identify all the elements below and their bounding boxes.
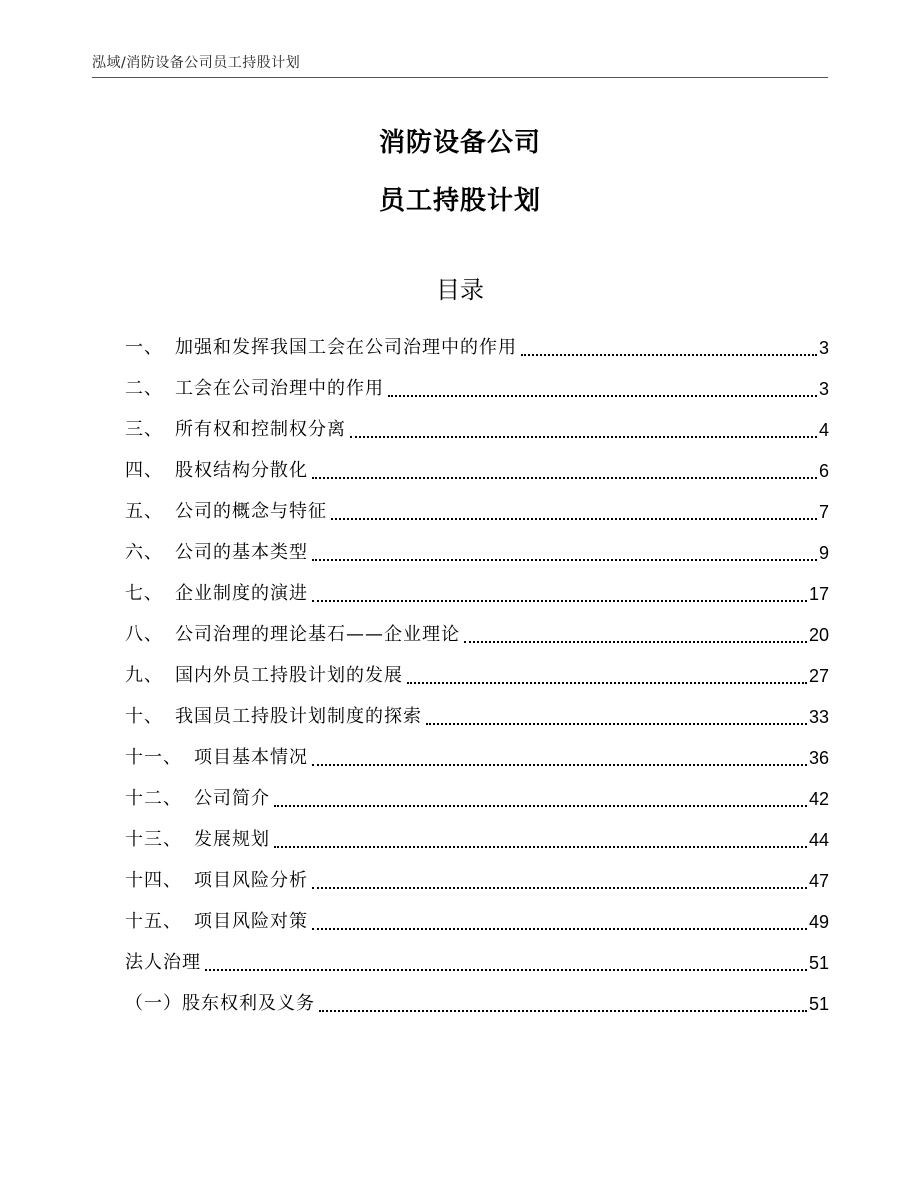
toc-entry-label — [125, 497, 327, 527]
toc-entry-number: 八、 — [125, 624, 163, 645]
toc-entry-number: 十一、 — [125, 747, 182, 768]
toc-entry-page: 51 — [808, 953, 829, 973]
toc-entry-label — [125, 661, 403, 691]
toc-entry-page: 42 — [808, 789, 829, 809]
toc-entry-label — [125, 456, 308, 486]
toc-entry-text: 所有权和控制权分离 — [175, 419, 346, 440]
toc-dot-leader — [388, 395, 817, 397]
toc-entry-number: 十四、 — [125, 870, 182, 891]
toc-entry[interactable] — [125, 609, 829, 650]
toc-entry[interactable] — [125, 404, 829, 445]
toc-entry-page: 3 — [818, 338, 829, 358]
toc-entry[interactable] — [125, 978, 829, 1019]
toc-entry[interactable] — [125, 896, 829, 937]
toc-entry-number: 九、 — [125, 665, 163, 686]
toc-entry-page: 20 — [808, 625, 829, 645]
toc-dot-leader — [312, 600, 807, 602]
toc-dot-leader — [350, 436, 817, 438]
toc-entry[interactable] — [125, 486, 829, 527]
toc-entry-text: 国内外员工持股计划的发展 — [175, 665, 403, 686]
toc-entry-text: 项目风险分析 — [194, 870, 308, 891]
toc-entry-number: 四、 — [125, 460, 163, 481]
table-of-contents — [125, 322, 829, 1019]
toc-entry-label — [125, 989, 315, 1019]
toc-entry-text: 工会在公司治理中的作用 — [175, 378, 384, 399]
toc-entry-text: 股权结构分散化 — [175, 460, 308, 481]
toc-entry-number: 十五、 — [125, 911, 182, 932]
toc-entry-page: 17 — [808, 584, 829, 604]
toc-entry-label — [125, 907, 308, 937]
toc-dot-leader — [312, 928, 807, 930]
toc-entry-page: 51 — [808, 994, 829, 1014]
toc-entry-label — [125, 825, 270, 855]
toc-dot-leader — [521, 354, 817, 356]
toc-entry-page: 36 — [808, 748, 829, 768]
toc-entry-text: 公司的基本类型 — [175, 542, 308, 563]
toc-entry-number: 十、 — [125, 706, 163, 727]
toc-entry-label — [125, 333, 517, 363]
header-divider — [92, 77, 828, 78]
document-title-line-2: 员工持股计划 — [378, 186, 541, 216]
toc-entry-label — [125, 784, 270, 814]
toc-entry-label — [125, 620, 460, 650]
toc-entry-page: 4 — [818, 420, 829, 440]
toc-entry-text: 项目风险对策 — [194, 911, 308, 932]
toc-entry-text: 我国员工持股计划制度的探索 — [175, 706, 422, 727]
toc-entry-page: 9 — [818, 543, 829, 563]
toc-entry[interactable] — [125, 855, 829, 896]
toc-dot-leader — [312, 559, 817, 561]
toc-entry-label — [125, 579, 308, 609]
toc-entry-label — [125, 948, 201, 978]
toc-entry-text: 加强和发挥我国工会在公司治理中的作用 — [175, 337, 517, 358]
toc-entry-label — [125, 415, 346, 445]
running-header: 泓域/消防设备公司员工持股计划 — [92, 55, 301, 71]
toc-heading: 目录 — [436, 276, 484, 304]
toc-entry-label — [125, 702, 422, 732]
toc-entry[interactable] — [125, 773, 829, 814]
toc-dot-leader — [319, 1010, 807, 1012]
toc-dot-leader — [331, 518, 817, 520]
toc-dot-leader — [407, 682, 807, 684]
toc-entry-label — [125, 538, 308, 568]
toc-entry-label — [125, 374, 384, 404]
toc-dot-leader — [312, 887, 807, 889]
toc-entry-page: 44 — [808, 830, 829, 850]
toc-dot-leader — [205, 969, 807, 971]
toc-dot-leader — [312, 764, 807, 766]
toc-entry[interactable] — [125, 691, 829, 732]
toc-entry-page: 6 — [818, 461, 829, 481]
toc-entry-number: 七、 — [125, 583, 163, 604]
toc-entry[interactable] — [125, 732, 829, 773]
toc-entry-label — [125, 866, 308, 896]
toc-entry-page: 49 — [808, 912, 829, 932]
toc-entry-number: 五、 — [125, 501, 163, 522]
toc-entry-text: 企业制度的演进 — [175, 583, 308, 604]
toc-dot-leader — [274, 846, 807, 848]
toc-dot-leader — [274, 805, 807, 807]
toc-entry-number: 六、 — [125, 542, 163, 563]
toc-entry-page: 33 — [808, 707, 829, 727]
toc-entry-text: 公司的概念与特征 — [175, 501, 327, 522]
toc-entry-text: 项目基本情况 — [194, 747, 308, 768]
toc-entry[interactable] — [125, 568, 829, 609]
toc-entry[interactable] — [125, 650, 829, 691]
toc-dot-leader — [312, 477, 817, 479]
toc-entry-text: 发展规划 — [194, 829, 270, 850]
toc-dot-leader — [426, 723, 807, 725]
toc-entry-number: 十二、 — [125, 788, 182, 809]
toc-entry-page: 47 — [808, 871, 829, 891]
toc-entry[interactable] — [125, 363, 829, 404]
toc-entry[interactable] — [125, 322, 829, 363]
toc-entry-number: 一、 — [125, 337, 163, 358]
toc-entry-page: 27 — [808, 666, 829, 686]
toc-entry-number: 二、 — [125, 378, 163, 399]
toc-entry[interactable] — [125, 445, 829, 486]
toc-entry[interactable] — [125, 937, 829, 978]
toc-entry[interactable] — [125, 814, 829, 855]
toc-entry-text: 公司简介 — [194, 788, 270, 809]
toc-entry-text: 法人治理 — [125, 952, 201, 973]
toc-entry-page: 3 — [818, 379, 829, 399]
toc-entry-label — [125, 743, 308, 773]
toc-entry-number: 十三、 — [125, 829, 182, 850]
toc-entry-text: 公司治理的理论基石——企业理论 — [175, 624, 460, 645]
toc-dot-leader — [464, 641, 807, 643]
document-title-line-1: 消防设备公司 — [378, 128, 541, 158]
toc-entry-text: （一）股东权利及义务 — [125, 993, 315, 1014]
toc-entry[interactable] — [125, 527, 829, 568]
toc-entry-number: 三、 — [125, 419, 163, 440]
toc-entry-page: 7 — [818, 502, 829, 522]
